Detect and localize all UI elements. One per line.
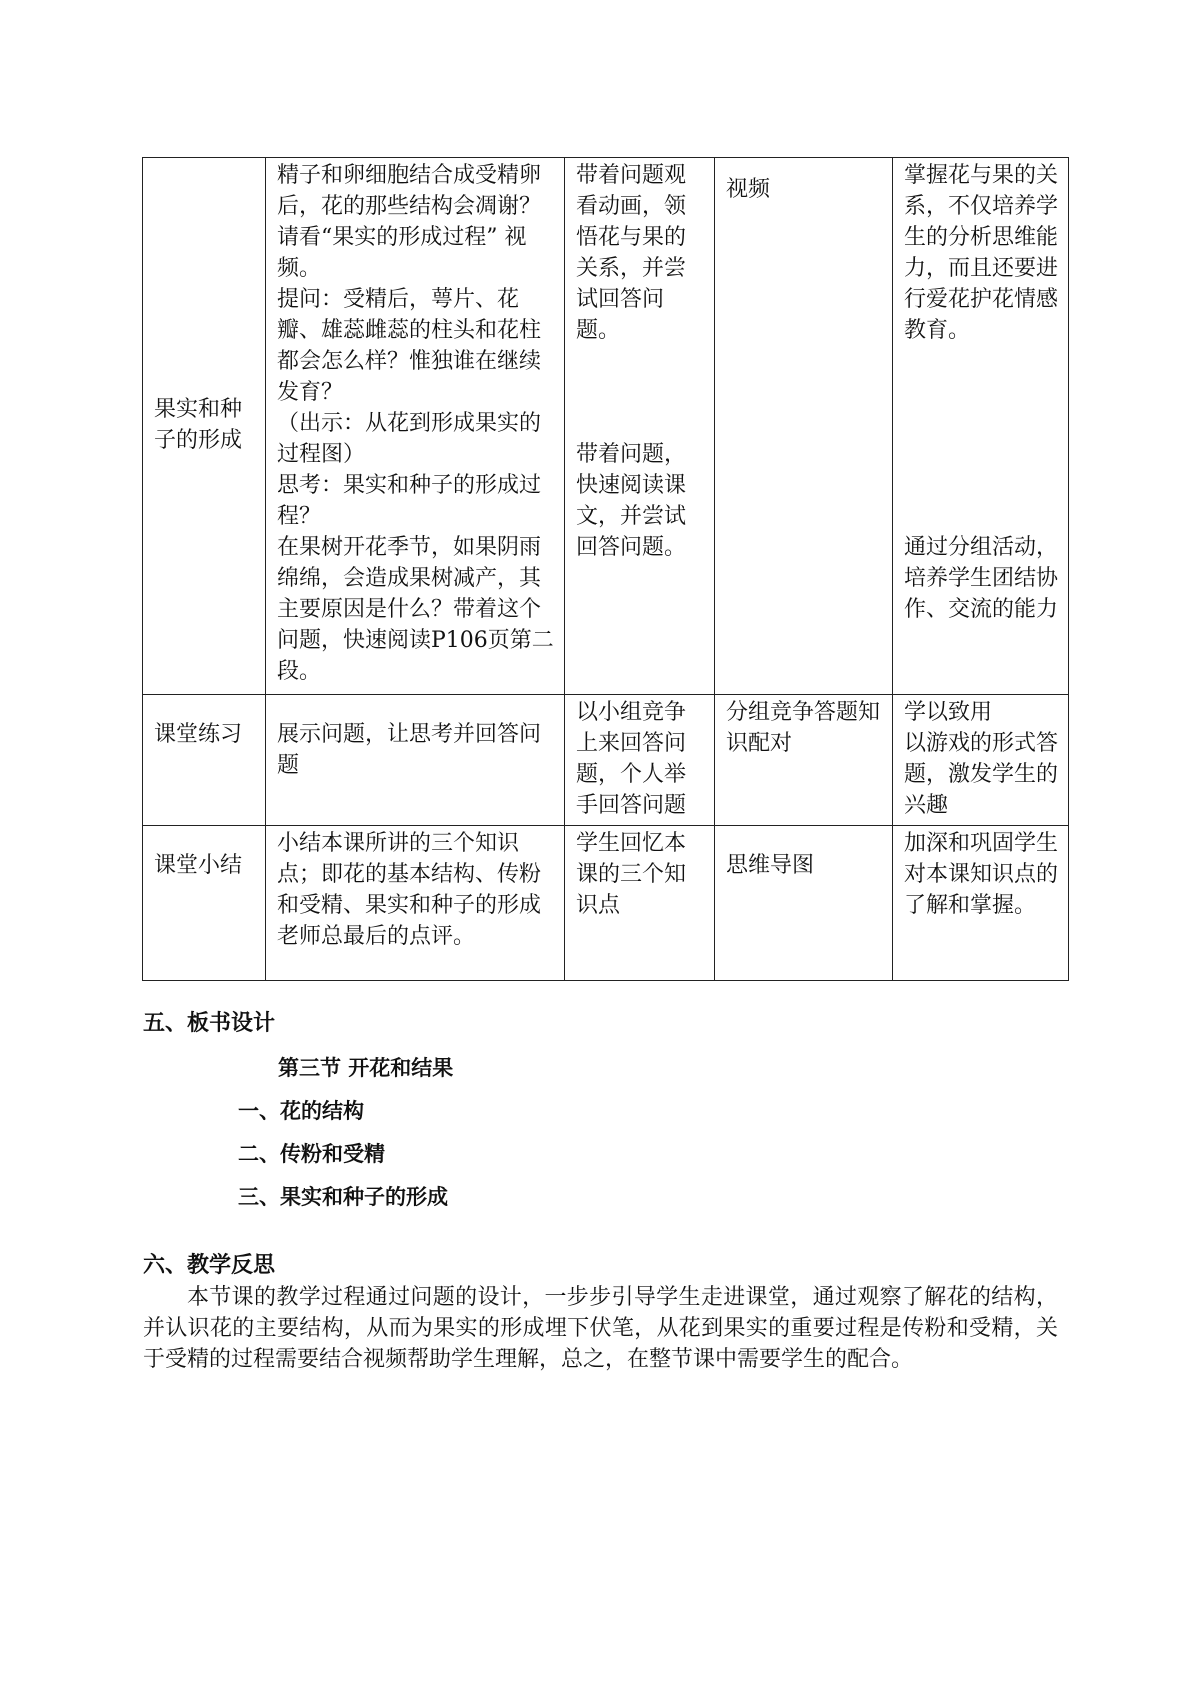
board-item: 二、传粉和受精 — [238, 1142, 385, 1166]
student-activity-cell — [565, 158, 715, 695]
intent-text: 掌握花与果的关系，不仅培养学生的分析思维能力，而且还要进行爱花护花情感教育。 — [904, 163, 1059, 343]
table-row-fruit-formation — [143, 158, 1069, 695]
reflection-text: 本节课的教学过程通过问题的设计，一步步引导学生走进课堂，通过观察了解花的结构，并认识花的主要结构，从而为果实的形成埋下伏笔，从花到果实的重要过程是传粉和受精，关于受精的过程需要结合视频帮助学生理解，总之，在整节课中需要学生的配合。 — [143, 1285, 1058, 1372]
teacher-text: 提问：受精后，萼片、花瓣、雄蕊雌蕊的柱头和花柱都会怎么样？惟独谁在继续发育？ — [277, 287, 542, 405]
student-activity-cell: 以小组竞争上来回答问题，个人举手回答问题 — [565, 695, 715, 826]
board-design-heading: 五、板书设计 — [143, 1011, 276, 1036]
teacher-text: 精子和卵细胞结合成受精卵后，花的那些结构会凋谢？请看“果实的形成过程” 视频。 — [277, 163, 542, 281]
teacher-activity-cell — [266, 158, 565, 695]
intent-text: 通过分组活动，培养学生团结协作、交流的能力 — [904, 535, 1059, 622]
intent-text: 学以致用 — [904, 700, 993, 725]
reflection-heading: 六、教学反思 — [143, 1253, 276, 1278]
teacher-text: 思考：果实和种子的形成过程？ — [277, 473, 542, 529]
stage-cell: 课堂小结 — [143, 826, 266, 981]
intent-cell — [893, 158, 1069, 695]
teacher-text: （出示：从花到形成果实的过程图） — [277, 411, 542, 467]
student-text: 带着问题，快速阅读课文，并尝试回答问题。 — [576, 442, 687, 560]
media-cell: 思维导图 — [715, 826, 893, 981]
teacher-activity-cell: 展示问题，让思考并回答问题 — [266, 695, 565, 826]
teacher-text: 小结本课所讲的三个知识点；即花的基本结构、传粉和受精、果实和种子的形成 — [277, 831, 542, 918]
media-cell: 分组竞争答题知识配对 — [715, 695, 893, 826]
table-row-summary — [143, 826, 1069, 981]
board-item: 一、花的结构 — [238, 1099, 364, 1123]
teacher-text: 老师总最后的点评。 — [277, 924, 476, 949]
lesson-plan-table — [142, 157, 1069, 981]
student-text: 带着问题观看动画，领悟花与果的关系，并尝试回答问题。 — [576, 163, 687, 343]
stage-cell: 果实和种子的形成 — [143, 158, 266, 695]
intent-cell: 加深和巩固学生对本课知识点的了解和掌握。 — [893, 826, 1069, 981]
media-cell — [715, 158, 893, 695]
intent-text: 以游戏的形式答题，激发学生的兴趣 — [904, 731, 1059, 818]
table-row-practice — [143, 695, 1069, 826]
teacher-activity-cell — [266, 826, 565, 981]
board-title: 第三节 开花和结果 — [278, 1056, 454, 1080]
board-item: 三、果实和种子的形成 — [238, 1185, 448, 1209]
stage-cell: 课堂练习 — [143, 695, 266, 826]
intent-cell — [893, 695, 1069, 826]
teacher-text: 在果树开花季节，如果阴雨绵绵，会造成果树减产，其主要原因是什么？带着这个问题，快速阅读P106页第二段。 — [277, 535, 554, 684]
media-text: 视频 — [726, 177, 771, 202]
student-activity-cell: 学生回忆本课的三个知识点 — [565, 826, 715, 981]
